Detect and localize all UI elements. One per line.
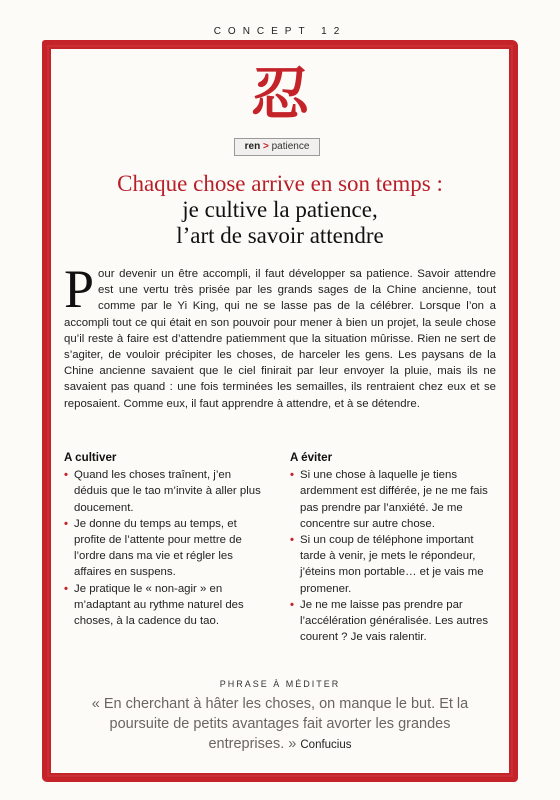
title-line-3: l’art de savoir attendre [176,223,384,248]
ren-glyph [0,58,560,129]
list-item-text: Si une chose à laquelle je tiens ardemment est différée, je ne me fais pas prendre par l’anxiété. Je me concentre sur autre chose. [300,469,488,530]
list-item [290,597,496,646]
phrase-heading: PHRASE À MÉDITER [219,679,341,689]
ren-calligraphy-icon [242,58,318,124]
title-line-2: je cultive la patience, [182,197,378,222]
concept-label: CONCEPT 12 [213,26,347,37]
list-item-text: Je donne du temps au temps, et profite de l’attente pour mettre de l’ordre dans ma vie et régler les affaires en suspens. [74,517,242,579]
tag-meaning: patience [271,141,310,152]
cultivate-list [64,467,264,629]
page-title [60,170,500,249]
list-item-text: Quand les choses traînent, j’en déduis que le tao m’invite à aller plus doucement. [74,469,261,514]
bullet-icon: • [290,598,294,611]
bullet-icon: • [64,469,68,482]
intro-paragraph [64,259,496,412]
bullet-icon: • [64,582,68,595]
list-item [64,516,264,581]
meditation-quote [80,694,480,755]
quote-text: « En cherchant à hâter les choses, on manque le but. Et la poursuite de petits avantages fait avorter les grandes entreprises. » [91,696,469,752]
bullet-icon: • [64,517,68,530]
list-item [64,467,264,516]
cultivate-column [64,450,264,629]
bullet-icon: • [290,469,294,482]
avoid-list [290,467,496,645]
list-item [290,532,496,597]
list-item-text: Si un coup de téléphone important tarde à venir, je mets le répondeur, j’éteins mon portable… et je vais me promener. [300,534,484,595]
avoid-heading: A éviter [290,451,333,464]
cultivate-heading: A cultiver [64,451,117,464]
avoid-column [290,450,496,645]
intro-text: our devenir un être accompli, il faut développer sa patience. Savoir attendre est une vertu très prisée par les grands sages de la Chine ancienne, tout comme par le Yi King, qui ne se lasse pas de la célébrer. Lorsque l’on a accompli tout ce qui était en son pouvoir pour mener à bien un projet, la seule chose qu’il reste à faire est d’attendre patiemment que la situation mûrisse. Rien ne sert de s’agiter, de vouloir précipiter les choses, de harceler les gens. Les paysans de la Chine ancienne savaient que le ciel finirait par leur envoyer la pluie, mais ils ne savaient pas quand : une fois terminées les semailles, ils rentraient chez eux et se reposaient. Comme eux, il faut apprendre à attendre, et à se détendre. [64,268,496,410]
title-line-1: Chaque chose arrive en son temps : [117,171,443,196]
ren-patience-tag [234,138,320,156]
tag-word: ren [244,141,261,152]
quote-author: Confucius [300,739,352,751]
bullet-icon: • [290,534,294,547]
glyph-character: 忍 [250,60,310,124]
tag-separator: > [262,141,269,152]
list-item [290,467,496,532]
list-item-text: Je pratique le « non-agir » en m’adaptant au rythme naturel des choses, à la cadence du tao. [74,582,244,628]
list-item [64,581,264,630]
list-item-text: Je ne me laisse pas prendre par l’accélération généralisée. Les autres courent ? Je vais ralentir. [300,598,489,644]
drop-cap: P [64,259,95,319]
